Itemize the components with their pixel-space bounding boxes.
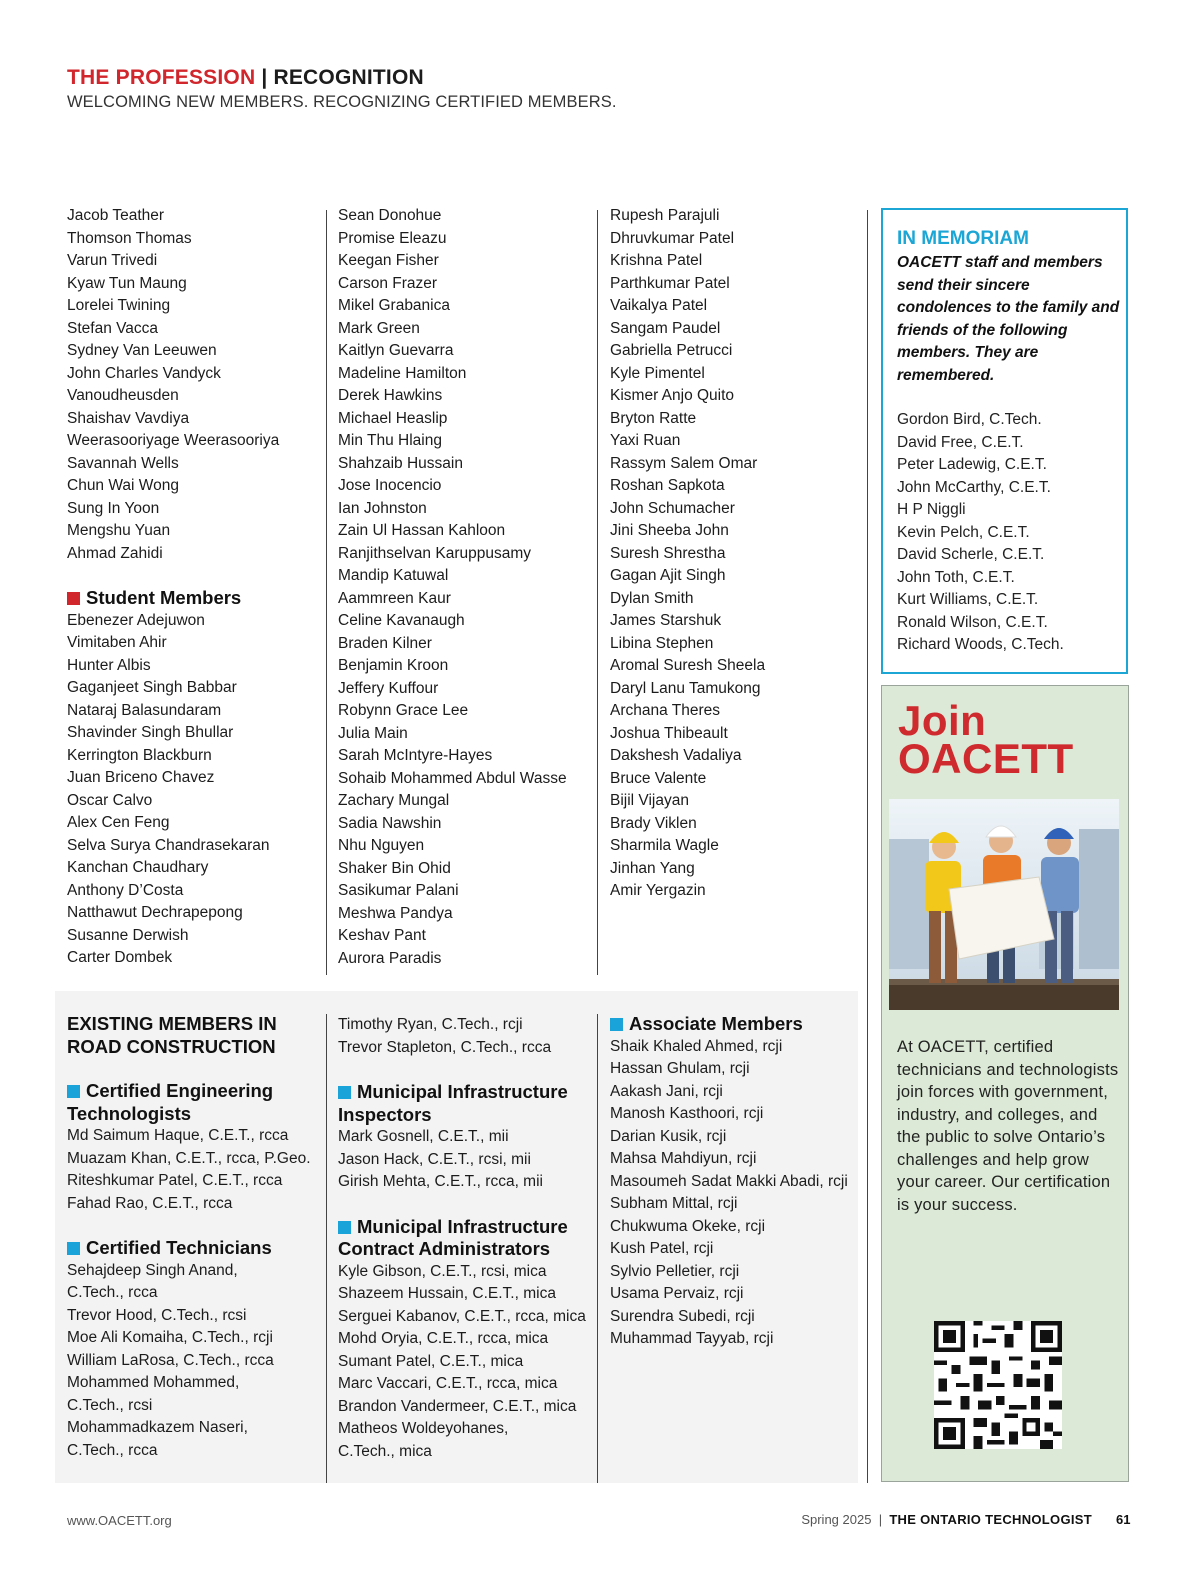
list-item: Jacob Teather [67,207,165,224]
construction-workers-photo [889,799,1119,1010]
list-item: Jinhan Yang [610,859,695,877]
list-item: John Toth, C.E.T. [897,568,1015,586]
list-item: Trevor Stapleton, C.Tech., rcca [338,1038,552,1056]
list-item: David Scherle, C.E.T. [897,546,1045,563]
mii-heading: Municipal Infrastructure Inspectors [338,1081,568,1125]
list-item: Jose Inocencio [338,477,442,494]
list-item: Anthony D’Costa [67,881,184,899]
list-item: Kevin Pelch, C.E.T. [897,523,1030,541]
list-item: Fahad Rao, C.E.T., rcca [67,1194,233,1212]
existing-column-1 [67,1013,311,1462]
list-item: Min Thu Hlaing [338,432,442,449]
list-item: Jason Hack, C.E.T., rcsi, mii [338,1150,531,1168]
list-item: James Starshuk [610,612,722,629]
list-item: Mikel Grabanica [338,297,450,314]
join-title: Join OACETT [898,697,1074,782]
list-item: Md Saimum Haque, C.E.T., rcca [67,1127,289,1144]
list-item: Trevor Hood, C.Tech., rcsi [67,1306,247,1324]
existing-members-heading: EXISTING MEMBERS IN ROAD CONSTRUCTION [67,1013,277,1057]
list-item: Shahzaib Hussain [338,454,463,472]
list-item: Mark Gosnell, C.E.T., mii [338,1128,509,1145]
list-item: Gagan Ajit Singh [610,567,726,584]
list-item: Bijil Vijayan [610,792,689,809]
student-members-heading: Student Members [67,587,279,610]
list-item: Krishna Patel [610,252,703,269]
names-column-2 [338,205,567,970]
list-item: Masoumeh Sadat Makki Abadi, rcji [610,1172,848,1190]
list-item: Derek Hawkins [338,387,443,404]
list-item: Dakshesh Vadaliya [610,747,742,764]
list-item: Vanoudheusden [67,387,179,404]
list-item: Stefan Vacca [67,319,159,337]
student-members-list-cont [610,205,765,903]
list-item: Kismer Anjo Quito [610,387,735,404]
column-divider [867,210,868,1483]
list-item: Moe Ali Komaiha, C.Tech., rcji [67,1329,273,1346]
list-item: Rassym Salem Omar [610,454,758,472]
list-item: Joshua Thibeault [610,724,728,742]
list-item: Shavinder Singh Bhullar [67,724,234,741]
list-item: Brady Viklen [610,814,697,832]
topic-label: RECOGNITION [273,66,424,89]
mica-heading: Municipal Infrastructure Contract Administrators [338,1215,568,1259]
list-item: Varun Trivedi [67,252,158,269]
list-item: Keegan Fisher [338,252,439,269]
list-item: C.Tech., rcsi [67,1396,153,1414]
list-item: Shaishav Vavdiya [67,409,190,427]
list-item: Sharmila Wagle [610,837,719,854]
list-item: Rupesh Parajuli [610,207,720,224]
list-item: Yaxi Ruan [610,432,681,449]
blue-square-icon [338,1086,351,1099]
list-item: Kurt Williams, C.E.T. [897,591,1039,608]
list-item: Selva Surya Chandrasekaran [67,836,270,854]
list-item: Aammreen Kaur [338,589,451,607]
list-item: Nhu Nguyen [338,837,425,854]
list-item: Keshav Pant [338,927,426,944]
list-item: Nataraj Balasundaram [67,701,222,719]
list-item: Daryl Lanu Tamukong [610,679,761,697]
blue-square-icon [338,1221,351,1234]
list-item: Oscar Calvo [67,791,153,809]
footer-website[interactable]: www.OACETT.org [67,1513,172,1528]
list-item: Ranjithselvan Karuppusamy [338,544,531,562]
list-item: Carson Frazer [338,274,438,292]
list-item: Sung In Yoon [67,499,160,517]
list-item: Celine Kavanaugh [338,612,465,629]
existing-column-2 [338,1014,586,1463]
column-divider [326,1014,327,1483]
list-item: Roshan Sapkota [610,477,725,494]
column-divider [597,1014,598,1483]
list-item: Kyaw Tun Maung [67,274,187,292]
list-item: Bryton Ratte [610,409,697,427]
red-square-icon [67,592,80,605]
mii-list [338,1126,586,1194]
list-item: David Free, C.E.T. [897,433,1024,451]
list-item: H P Niggli [897,501,966,518]
list-item: C.Tech., mica [338,1442,432,1460]
list-item: Amir Yergazin [610,882,706,899]
list-item: Susanne Derwish [67,926,189,944]
qr-code-icon[interactable] [934,1321,1062,1449]
list-item: Girish Mehta, C.E.T., rcca, mii [338,1173,543,1190]
header-separator: | [255,66,274,89]
list-item: Julia Main [338,724,408,742]
list-item: Ebenezer Adejuwon [67,611,205,629]
list-item: Ian Johnston [338,499,427,517]
list-item: Mohd Oryia, C.E.T., rcca, mica [338,1330,549,1347]
associate-list [610,1036,848,1351]
list-item: Aromal Suresh Sheela [610,657,766,674]
list-item: Sean Donohue [338,207,442,224]
list-item: Parthkumar Patel [610,274,730,292]
list-item: Sohaib Mohammed Abdul Wasse [338,769,567,787]
page-subtitle: WELCOMING NEW MEMBERS. RECOGNIZING CERTIFIED MEMBERS. [67,93,617,111]
new-members-list [67,205,279,565]
list-item: Kaitlyn Guevarra [338,342,454,359]
list-item: Matheos Woldeyohanes, [338,1420,509,1437]
list-item: Timothy Ryan, C.Tech., rcji [338,1016,523,1033]
column-divider [597,210,598,975]
list-item: William LaRosa, C.Tech., rcca [67,1351,274,1369]
memoriam-title: IN MEMORIAM [897,228,1029,249]
student-members-list [67,610,279,970]
list-item: Braden Kilner [338,634,432,652]
ctech-list-cont [338,1014,586,1059]
list-item: Peter Ladewig, C.E.T. [897,456,1047,473]
section-label: THE PROFESSION [67,66,256,89]
list-item: Ronald Wilson, C.E.T. [897,613,1048,631]
join-description: At OACETT, certified technicians and technologists join forces with government, industry, and colleges, and the public to solve Ontario’s challenges and help grow your career. Our certification is your success. [897,1038,1119,1214]
list-item: Surendra Subedi, rcji [610,1307,755,1325]
list-item: Jeffery Kuffour [338,679,439,697]
list-item: C.Tech., rcca [67,1441,158,1459]
list-item: Promise Eleazu [338,229,447,247]
list-item: Brandon Vandermeer, C.E.T., mica [338,1397,577,1415]
ctech-heading: Certified Technicians [67,1237,311,1260]
list-item: Muazam Khan, C.E.T., rcca, P.Geo. [67,1149,311,1167]
list-item: C.Tech., rcca [67,1284,158,1301]
list-item: Muhammad Tayyab, rcji [610,1330,774,1347]
list-item: Kerrington Blackburn [67,746,212,764]
list-item: Serguei Kabanov, C.E.T., rcca, mica [338,1307,586,1325]
list-item: Mohammed Mohammed, [67,1374,240,1391]
column-divider [326,210,327,975]
list-item: Archana Theres [610,702,720,719]
list-item: Meshwa Pandya [338,904,453,922]
blue-square-icon [67,1085,80,1098]
list-item: Kush Patel, rcji [610,1240,714,1257]
list-item: Chun Wai Wong [67,477,179,494]
student-members-list-cont [338,205,567,970]
list-item: Gordon Bird, C.Tech. [897,411,1042,428]
list-item: Richard Woods, C.Tech. [897,636,1064,653]
list-item: Alex Cen Feng [67,814,170,831]
list-item: Jini Sheeba John [610,522,729,539]
list-item: Kanchan Chaudhary [67,859,209,876]
list-item: Shaker Bin Ohid [338,859,451,877]
cet-heading: Certified Engineering Technologists [67,1080,274,1124]
list-item: Subham Mittal, rcji [610,1195,738,1212]
page-number: 61 [1116,1512,1131,1527]
list-item: Michael Heaslip [338,409,448,427]
memoriam-list [897,409,1064,657]
page-header-title [67,66,424,90]
list-item: Manosh Kasthoori, rcji [610,1105,764,1122]
list-item: Marc Vaccari, C.E.T., rcca, mica [338,1375,558,1392]
blue-square-icon [67,1242,80,1255]
list-item: Mahsa Mahdiyun, rcji [610,1150,757,1167]
list-item: Benjamin Kroon [338,657,449,674]
list-item: Sehajdeep Singh Anand, [67,1261,238,1279]
list-item: Madeline Hamilton [338,364,467,382]
join-oacett-ad [881,685,1129,1482]
list-item: Natthawut Dechrapepong [67,904,243,921]
list-item: Zain Ul Hassan Kahloon [338,522,506,539]
list-item: Chukwuma Okeke, rcji [610,1217,766,1235]
list-item: Aurora Paradis [338,949,442,967]
list-item: Mark Green [338,319,420,337]
names-column-1 [67,205,279,970]
list-item: Darian Kusik, rcji [610,1127,727,1145]
list-item: Sasikumar Palani [338,882,459,899]
memoriam-intro: OACETT staff and members send their sincere condolences to the family and friends of the following members. They are remembered. [897,254,1120,384]
list-item: Gabriella Petrucci [610,342,733,359]
list-item: Mandip Katuwal [338,567,449,584]
footer-publication: Spring 2025 | THE ONTARIO TECHNOLOGIST [801,1512,1092,1527]
list-item: Thomson Thomas [67,229,192,247]
list-item: Bruce Valente [610,769,707,787]
list-item: John Schumacher [610,499,735,517]
list-item: Kyle Gibson, C.E.T., rcsi, mica [338,1262,547,1280]
list-item: Dhruvkumar Patel [610,229,735,247]
list-item: Riteshkumar Patel, C.E.T., rcca [67,1172,283,1189]
existing-column-3 [610,1013,848,1351]
list-item: Mohammadkazem Naseri, [67,1419,248,1436]
list-item: Libina Stephen [610,634,714,652]
list-item: Weerasooriyage Weerasooriya [67,432,280,449]
list-item: Sylvio Pelletier, rcji [610,1262,740,1280]
list-item: Sumant Patel, C.E.T., mica [338,1352,524,1370]
list-item: Aakash Jani, rcji [610,1082,723,1100]
list-item: Hunter Albis [67,656,151,674]
list-item: Savannah Wells [67,454,179,472]
in-memoriam-box [881,208,1128,674]
list-item: John McCarthy, C.E.T. [897,478,1051,496]
list-item: John Charles Vandyck [67,364,221,382]
list-item: Juan Briceno Chavez [67,769,215,786]
list-item: Usama Pervaiz, rcji [610,1285,744,1302]
blue-square-icon [610,1018,623,1031]
cet-list [67,1125,311,1215]
list-item: Hassan Ghulam, rcji [610,1060,750,1077]
list-item: Dylan Smith [610,589,694,607]
list-item: Mengshu Yuan [67,522,171,539]
list-item: Shazeem Hussain, C.E.T., mica [338,1285,556,1302]
list-item: Vimitaben Ahir [67,634,167,651]
ctech-list [67,1260,311,1463]
associate-heading: Associate Members [610,1013,848,1036]
list-item: Ahmad Zahidi [67,544,163,562]
list-item: Sangam Paudel [610,319,721,337]
list-item: Carter Dombek [67,949,173,966]
list-item: Suresh Shrestha [610,544,726,562]
list-item: Shaik Khaled Ahmed, rcji [610,1037,783,1055]
list-item: Sydney Van Leeuwen [67,342,217,359]
mica-list [338,1261,586,1464]
list-item: Sadia Nawshin [338,814,442,832]
list-item: Vaikalya Patel [610,297,708,314]
list-item: Lorelei Twining [67,297,171,314]
list-item: Sarah McIntyre-Hayes [338,747,493,764]
list-item: Zachary Mungal [338,792,450,809]
names-column-3 [610,205,765,903]
list-item: Kyle Pimentel [610,364,705,382]
list-item: Gaganjeet Singh Babbar [67,679,237,696]
list-item: Robynn Grace Lee [338,702,469,719]
